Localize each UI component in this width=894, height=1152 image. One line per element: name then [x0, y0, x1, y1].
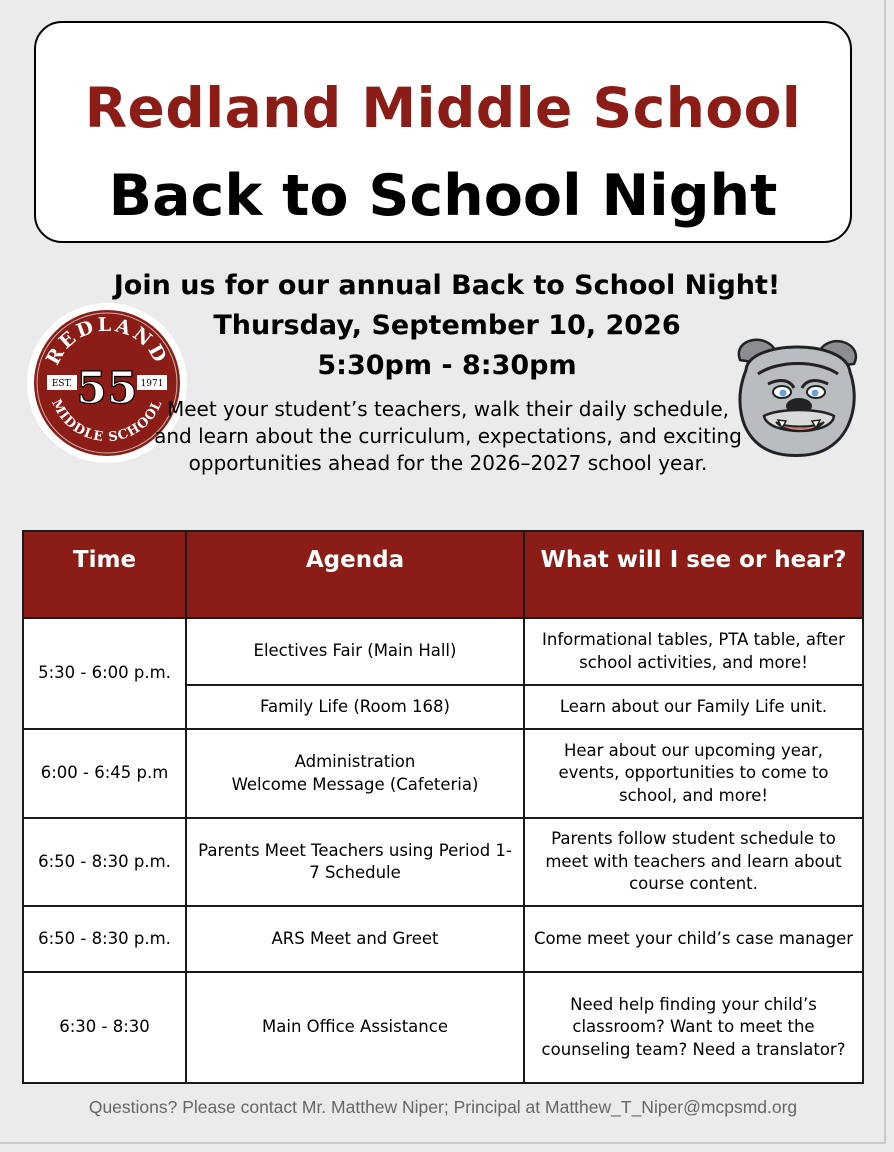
table-row	[23, 729, 863, 818]
seal-number: 55	[76, 363, 138, 414]
contact-footer: Questions? Please contact Mr. Matthew Niper; Principal at Matthew_T_Niper@mcpsmd.org	[88, 1097, 798, 1117]
time-cell: 6:50 - 8:30 p.m.	[23, 818, 186, 906]
bulldog-mascot-icon	[728, 330, 866, 458]
header-details: What will I see or hear?	[524, 531, 863, 618]
seal-year: 1971	[140, 379, 164, 389]
table-row	[23, 906, 863, 972]
time-cell: 6:50 - 8:30 p.m.	[23, 906, 186, 972]
agenda-cell: ARS Meet and Greet	[186, 906, 524, 972]
agenda-cell: Family Life (Room 168)	[186, 685, 524, 729]
table-row	[23, 972, 863, 1083]
table-header-row	[23, 531, 863, 618]
agenda-cell	[186, 729, 524, 818]
details-cell: Parents follow student schedule to meet with teachers and learn about course content.	[524, 818, 863, 906]
event-date: Thursday, September 10, 2026	[213, 310, 681, 341]
seal-est-label: EST.	[51, 379, 73, 389]
school-name: Redland Middle School	[84, 76, 802, 140]
details-cell: Informational tables, PTA table, after school activities, and more!	[524, 618, 863, 685]
details-cell: Need help finding your child’s classroom? Want to meet the counseling team? Need a translator?	[524, 972, 863, 1083]
event-time: 5:30pm - 8:30pm	[317, 350, 577, 381]
header-time: Time	[23, 531, 186, 618]
agenda-cell: Main Office Assistance	[186, 972, 524, 1083]
details-cell: Hear about our upcoming year, events, opportunities to come to school, and more!	[524, 729, 863, 818]
agenda-table	[22, 530, 864, 1084]
details-cell: Learn about our Family Life unit.	[524, 685, 863, 729]
agenda-cell: Electives Fair (Main Hall)	[186, 618, 524, 685]
event-name: Back to School Night	[108, 163, 778, 229]
agenda-line: Administration	[294, 752, 416, 771]
event-description: Meet your student’s teachers, walk their daily schedule, and learn about the curriculum, expectations, and exciting opportunities ahead for the 2026–2027 school year.	[154, 397, 742, 475]
table-row	[23, 818, 863, 906]
time-cell: 6:00 - 6:45 p.m	[23, 729, 186, 818]
seal-bottom-text: MIDDLE SCHOOL	[48, 397, 166, 446]
agenda-cell: Parents Meet Teachers using Period 1-7 Schedule	[186, 818, 524, 906]
time-cell: 5:30 - 6:00 p.m.	[23, 618, 186, 729]
details-cell: Come meet your child’s case manager	[524, 906, 863, 972]
intro-heading: Join us for our annual Back to School Night!	[113, 270, 781, 301]
title-box	[34, 21, 852, 243]
seal-top-text: REDLAND	[41, 313, 173, 369]
time-cell: 6:30 - 8:30	[23, 972, 186, 1083]
table-row	[23, 618, 863, 685]
header-agenda: Agenda	[186, 531, 524, 618]
agenda-line: Welcome Message (Cafeteria)	[231, 774, 479, 794]
